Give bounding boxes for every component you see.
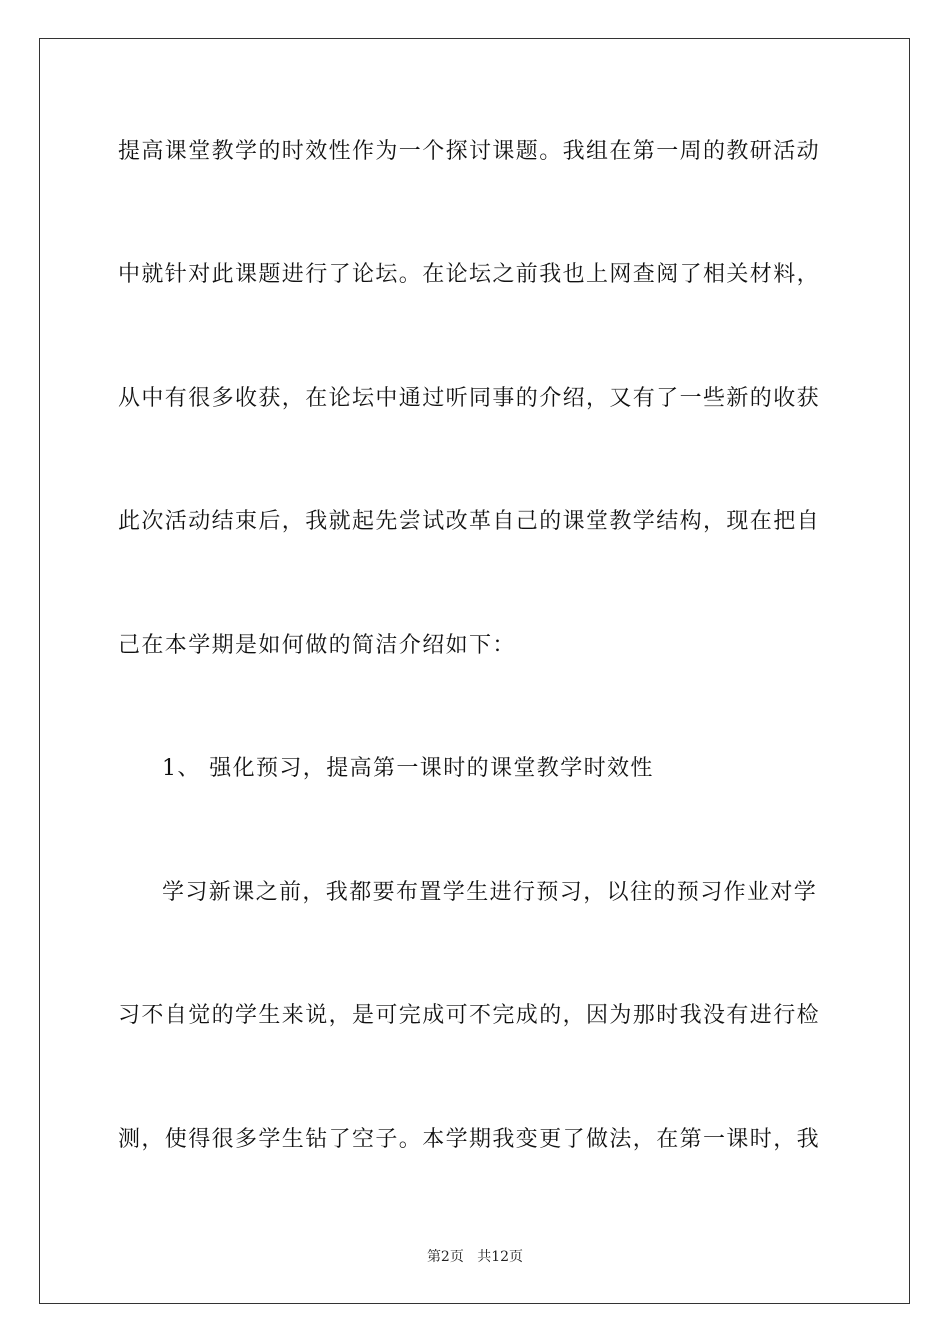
page-frame	[39, 38, 910, 1304]
page-total: 共12页	[477, 1249, 524, 1265]
section-heading-1: 1、 强化预习，提高第一课时的课堂教学时效性	[162, 756, 654, 781]
paragraph-line-1: 学习新课之前，我都要布置学生进行预习，以往的预习作业对学	[162, 880, 818, 905]
paragraph-line-2: 习不自觉的学生来说，是可完成可不完成的，因为那时我没有进行检	[118, 1003, 821, 1028]
paragraph-line-3: 测，使得很多学生钻了空子。本学期我变更了做法，在第一课时，我	[118, 1127, 821, 1152]
page-footer	[0, 1247, 950, 1267]
body-line-3: 从中有很多收获，在论坛中通过听同事的介绍，又有了一些新的收获	[118, 386, 821, 411]
body-line-5: 己在本学期是如何做的简洁介绍如下：	[118, 633, 516, 658]
body-line-2: 中就针对此课题进行了论坛。在论坛之前我也上网查阅了相关材料，	[118, 262, 821, 287]
page-number: 第2页	[426, 1249, 464, 1265]
body-line-1: 提高课堂教学的时效性作为一个探讨课题。我组在第一周的教研活动	[118, 139, 821, 164]
body-line-4: 此次活动结束后，我就起先尝试改革自己的课堂教学结构，现在把自	[118, 509, 821, 534]
